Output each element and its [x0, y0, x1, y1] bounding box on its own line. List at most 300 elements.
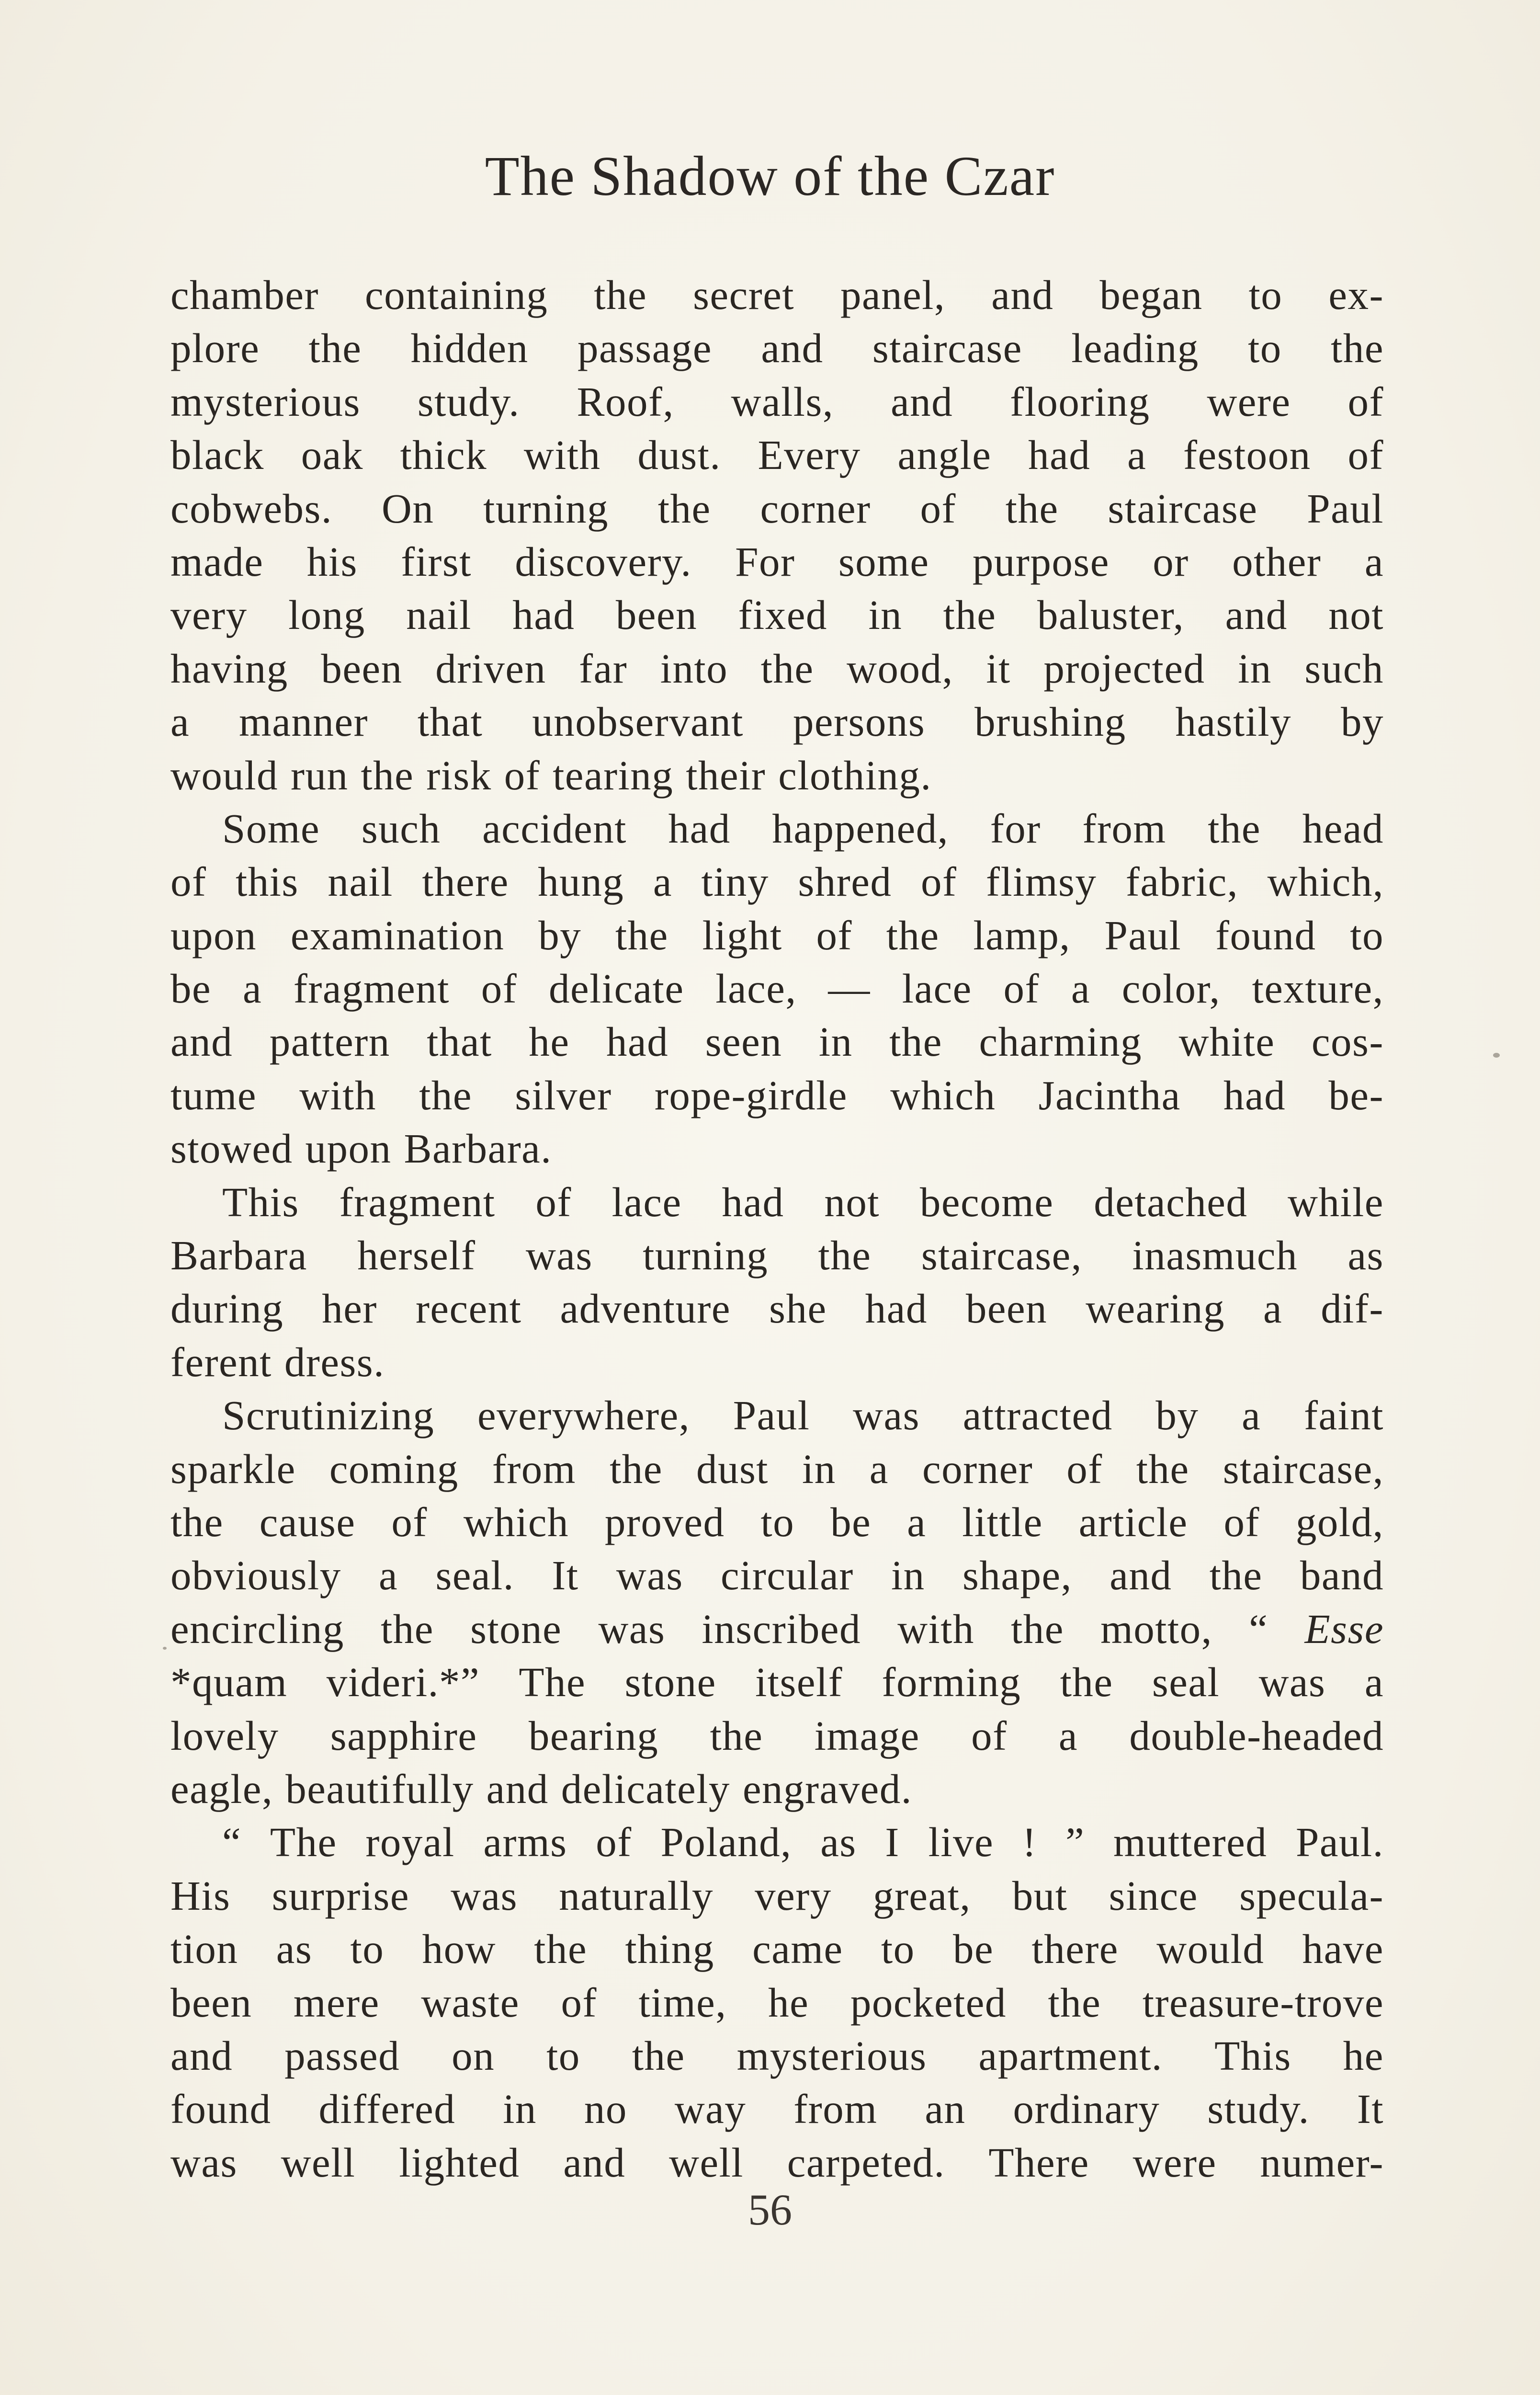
text-line: [170, 1495, 1384, 1549]
word: driven: [435, 645, 546, 692]
word: of: [391, 1498, 428, 1545]
word: circular: [721, 1552, 854, 1599]
word: which: [463, 1498, 569, 1545]
word: upon: [170, 912, 257, 958]
word: the: [1208, 805, 1261, 852]
word: and: [563, 2139, 626, 2186]
text-line: [170, 1762, 1384, 1815]
word: sapphire: [330, 1712, 477, 1759]
word: containing: [365, 272, 548, 318]
text-line: [170, 2082, 1384, 2135]
word: festoon: [1183, 432, 1311, 479]
word: gold,: [1295, 1498, 1384, 1545]
word: For: [735, 538, 795, 585]
word: be: [170, 965, 212, 1012]
word: rope-girdle: [654, 1072, 848, 1118]
text-line: [170, 802, 1384, 855]
word: been: [615, 592, 698, 639]
word: Barbara: [170, 1232, 307, 1279]
word: beautifully: [285, 1765, 474, 1812]
word: shape,: [962, 1552, 1072, 1599]
word: sparkle: [170, 1445, 296, 1492]
word: not: [1328, 592, 1384, 639]
word: run: [291, 752, 349, 798]
word: the: [632, 2032, 685, 2079]
word: there: [422, 858, 509, 905]
word: of: [596, 1819, 632, 1866]
word: there: [1031, 1926, 1119, 1973]
word: surprise: [272, 1872, 410, 1919]
word: in: [1238, 645, 1272, 692]
word: was: [598, 1605, 666, 1652]
word: Poland,: [660, 1819, 792, 1866]
word: become: [919, 1178, 1054, 1225]
word: since: [1109, 1872, 1198, 1919]
word: I: [885, 1819, 900, 1866]
body-text: [170, 268, 1384, 2189]
word: color,: [1121, 965, 1221, 1012]
word: of: [816, 912, 852, 958]
word: It: [1357, 2086, 1384, 2133]
word: have: [1302, 1926, 1384, 1973]
word: a: [1364, 538, 1384, 585]
word: into: [660, 645, 728, 692]
word: of: [170, 858, 207, 905]
word: by: [538, 912, 582, 958]
word: encircling: [170, 1605, 344, 1652]
word: seal.: [435, 1552, 515, 1599]
word: bearing: [528, 1712, 659, 1759]
word: on: [452, 2032, 495, 2079]
word: a: [170, 698, 190, 745]
text-line: [170, 1389, 1384, 1442]
word: nail: [328, 858, 393, 905]
word: band: [1300, 1552, 1384, 1599]
word: oak: [301, 432, 363, 479]
word: with: [523, 432, 601, 479]
word: mysterious: [736, 2032, 927, 2079]
word: the: [818, 1232, 872, 1279]
text-line: [170, 1815, 1384, 1869]
word: which,: [1267, 858, 1384, 905]
word: the: [419, 1072, 473, 1118]
word: to: [760, 1498, 795, 1545]
word: the: [594, 272, 647, 318]
word: lace: [902, 965, 972, 1012]
word: fragment: [293, 965, 450, 1012]
text-line: [170, 909, 1384, 962]
word: been: [321, 645, 403, 692]
word: thing: [625, 1926, 714, 1973]
word: time,: [638, 1979, 727, 2026]
word: adventure: [560, 1285, 731, 1332]
word: of: [1223, 1498, 1260, 1545]
word: of: [1066, 1445, 1103, 1492]
text-line: [170, 1335, 1384, 1389]
word: obviously: [170, 1552, 341, 1599]
text-line: [170, 1976, 1384, 2029]
word: apartment.: [978, 2032, 1163, 2079]
word: lace,: [715, 965, 797, 1012]
word: herself: [357, 1232, 476, 1279]
word: nail: [406, 592, 472, 639]
word: and: [1110, 1552, 1172, 1599]
running-head-title: The Shadow of the Czar: [485, 145, 1055, 207]
word: cobwebs.: [170, 485, 333, 532]
word: well: [281, 2139, 356, 2186]
word: wearing: [1086, 1285, 1225, 1332]
word: very: [170, 592, 248, 639]
word: and: [486, 1765, 549, 1812]
word: corner: [922, 1445, 1033, 1492]
word: purpose: [972, 538, 1110, 585]
word: of: [561, 1979, 598, 2026]
word: tion: [170, 1926, 238, 1973]
word: a: [1127, 432, 1147, 479]
word: leading: [1071, 325, 1199, 372]
word: seen: [705, 1018, 782, 1065]
word: The: [270, 1819, 337, 1866]
word: lighted: [399, 2139, 520, 2186]
word: mere: [293, 1979, 380, 2026]
word: in: [868, 592, 903, 639]
word: panel,: [840, 272, 946, 318]
word: far: [579, 645, 628, 692]
word: pattern: [269, 1018, 390, 1065]
text-line: [170, 268, 1384, 321]
word: were: [1132, 2139, 1217, 2186]
word: while: [1288, 1178, 1384, 1225]
word: which: [890, 1072, 996, 1118]
word: naturally: [559, 1872, 713, 1919]
word: fragment: [339, 1178, 496, 1225]
word: black: [170, 432, 264, 479]
word: not: [824, 1178, 880, 1225]
word: dust: [696, 1445, 769, 1492]
word: Paul: [1307, 485, 1384, 532]
word: proved: [604, 1498, 725, 1545]
word: other: [1232, 538, 1322, 585]
ink-speck: [163, 1647, 167, 1650]
text-line: [170, 428, 1384, 481]
word: *quam: [170, 1659, 288, 1706]
word: had: [606, 1018, 669, 1065]
word: Paul: [733, 1392, 810, 1439]
word: Barbara.: [404, 1125, 552, 1172]
word: been: [170, 1979, 252, 2026]
word: Jacintha: [1038, 1072, 1181, 1118]
word: double-headed: [1129, 1712, 1384, 1759]
word: risk: [426, 752, 492, 798]
word: in: [802, 1445, 836, 1492]
word: examination: [290, 912, 505, 958]
text-line: [170, 588, 1384, 641]
text-line: [170, 962, 1384, 1015]
text-line: [170, 695, 1384, 748]
word: There: [988, 2139, 1089, 2186]
word: dust.: [637, 432, 721, 479]
word: a: [1058, 1712, 1078, 1759]
word: an: [925, 2086, 966, 2133]
word: of: [971, 1712, 1008, 1759]
word: white: [1178, 1018, 1275, 1065]
word: a: [1071, 965, 1090, 1012]
word: having: [170, 645, 288, 692]
word: tearing: [553, 752, 674, 798]
word: little: [962, 1498, 1043, 1545]
word: coming: [329, 1445, 459, 1492]
page-number: 56: [748, 2185, 792, 2234]
text-line: [170, 1229, 1384, 1282]
word: found: [170, 2086, 272, 2133]
word: the: [308, 325, 362, 372]
word: be: [830, 1498, 872, 1545]
word: flimsy: [986, 858, 1097, 905]
word: found: [1215, 912, 1316, 958]
word: be: [953, 1926, 994, 1973]
word: angle: [897, 432, 992, 479]
word: to: [1248, 325, 1282, 372]
text-line: [170, 1869, 1384, 1922]
word: the: [1005, 485, 1059, 532]
word: persons: [793, 698, 926, 745]
word: corner: [760, 485, 871, 532]
word: the: [1331, 325, 1384, 372]
word: would: [170, 752, 278, 798]
word: eagle,: [170, 1765, 273, 1812]
word: and: [1225, 592, 1288, 639]
word: a: [869, 1445, 889, 1492]
word: the: [760, 645, 814, 692]
word: ”: [1065, 1819, 1085, 1866]
word: their: [686, 752, 766, 798]
word: treasure-trove: [1142, 1979, 1384, 2026]
text-line: [170, 1655, 1384, 1709]
word: was: [451, 1872, 518, 1919]
word: came: [752, 1926, 843, 1973]
word: cause: [259, 1498, 356, 1545]
word: flooring: [1010, 378, 1150, 425]
word: the: [657, 485, 711, 532]
word: Every: [758, 432, 861, 479]
word: been: [965, 1285, 1048, 1332]
word: was: [170, 2139, 238, 2186]
word: of: [1348, 378, 1384, 425]
word: or: [1153, 538, 1189, 585]
word: turning: [643, 1232, 769, 1279]
word: article: [1078, 1498, 1188, 1545]
word: in: [503, 2086, 537, 2133]
text-line: [170, 1709, 1384, 1762]
word: staircase: [872, 325, 1022, 372]
word: of: [1348, 432, 1384, 479]
word: a: [907, 1498, 927, 1545]
word: but: [1012, 1872, 1068, 1919]
word: that: [417, 698, 483, 745]
word: discovery.: [515, 538, 692, 585]
word: staircase,: [1223, 1445, 1384, 1492]
word: the: [889, 1018, 942, 1065]
word: everywhere,: [477, 1392, 690, 1439]
word: Esse: [1304, 1605, 1384, 1652]
word: differed: [318, 2086, 456, 2133]
word: were: [1207, 378, 1291, 425]
word: projected: [1043, 645, 1205, 692]
word: of: [535, 1178, 572, 1225]
word: and: [761, 325, 824, 372]
word: had: [865, 1285, 928, 1332]
word: had: [1223, 1072, 1286, 1118]
word: the: [1060, 1659, 1113, 1706]
word: made: [170, 538, 264, 585]
text-line: [170, 749, 1384, 802]
word: to: [1350, 912, 1384, 958]
word: the: [534, 1926, 588, 1973]
word: manner: [239, 698, 368, 745]
word: was: [853, 1392, 920, 1439]
word: was: [1258, 1659, 1326, 1706]
word: “: [1249, 1605, 1268, 1652]
word: faint: [1303, 1392, 1384, 1439]
word: inasmuch: [1132, 1232, 1298, 1279]
word: such: [1304, 645, 1384, 692]
word: her: [322, 1285, 377, 1332]
word: fixed: [738, 592, 827, 639]
word: was: [616, 1552, 683, 1599]
word: long: [288, 592, 365, 639]
text-line: [170, 1549, 1384, 1602]
text-line: [170, 1922, 1384, 1975]
word: he: [1343, 2032, 1384, 2079]
word: hidden: [410, 325, 529, 372]
word: the: [1209, 1552, 1263, 1599]
word: stowed: [170, 1125, 293, 1172]
word: image: [814, 1712, 920, 1759]
word: upon: [305, 1125, 392, 1172]
word: Roof,: [577, 378, 674, 425]
word: Some: [222, 805, 320, 852]
word: muttered: [1113, 1819, 1268, 1866]
word: his: [306, 538, 358, 585]
word: brushing: [974, 698, 1126, 745]
word: dif-: [1321, 1285, 1384, 1332]
text-line: [170, 482, 1384, 535]
word: hastily: [1175, 698, 1292, 745]
word: great,: [872, 1872, 971, 1919]
word: silver: [515, 1072, 612, 1118]
word: he: [529, 1018, 570, 1065]
word: to: [1248, 272, 1283, 318]
word: to: [546, 2032, 580, 2079]
word: be-: [1328, 1072, 1384, 1118]
word: was: [525, 1232, 593, 1279]
word: the: [886, 912, 940, 958]
word: had: [1028, 432, 1091, 479]
word: lace: [611, 1178, 682, 1225]
word: wood,: [847, 645, 953, 692]
word: The: [519, 1659, 586, 1706]
ink-speck: [1493, 1053, 1500, 1058]
word: fabric,: [1125, 858, 1239, 905]
word: thick: [400, 432, 487, 479]
text-line: [170, 321, 1384, 375]
word: how: [422, 1926, 496, 1973]
word: as: [820, 1819, 857, 1866]
word: unobservant: [532, 698, 744, 745]
word: as: [276, 1926, 313, 1973]
word: of: [920, 858, 957, 905]
word: way: [674, 2086, 747, 2133]
word: motto,: [1100, 1605, 1212, 1652]
word: to: [350, 1926, 385, 1973]
word: happened,: [772, 805, 949, 852]
word: secret: [693, 272, 794, 318]
word: lovely: [170, 1712, 279, 1759]
word: ordinary: [1013, 2086, 1160, 2133]
word: !: [1022, 1819, 1037, 1866]
word: the: [1136, 1445, 1189, 1492]
word: in: [891, 1552, 925, 1599]
word: passed: [284, 2032, 400, 2079]
word: first: [401, 538, 472, 585]
word: specula-: [1239, 1872, 1384, 1919]
word: no: [584, 2086, 627, 2133]
word: a: [1242, 1392, 1261, 1439]
word: study.: [417, 378, 520, 425]
word: staircase,: [921, 1232, 1083, 1279]
word: plore: [170, 325, 260, 372]
word: dress.: [284, 1338, 385, 1385]
text-line: [170, 1015, 1384, 1068]
word: delicate: [549, 965, 684, 1012]
word: ex-: [1328, 272, 1384, 318]
word: stone: [470, 1605, 562, 1652]
word: stone: [624, 1659, 716, 1706]
word: This: [1214, 2032, 1291, 2079]
word: of: [481, 965, 518, 1012]
word: Paul: [1104, 912, 1182, 958]
word: in: [818, 1018, 853, 1065]
word: seal: [1152, 1659, 1220, 1706]
word: shred: [798, 858, 892, 905]
word: cos-: [1311, 1018, 1384, 1065]
word: On: [382, 485, 434, 532]
word: it: [986, 645, 1011, 692]
word: began: [1099, 272, 1203, 318]
word: itself: [755, 1659, 843, 1706]
word: had: [668, 805, 731, 852]
word: a: [379, 1552, 398, 1599]
word: well: [669, 2139, 744, 2186]
word: His: [170, 1872, 231, 1919]
word: by: [1340, 698, 1384, 745]
word: the: [381, 1605, 434, 1652]
text-line: [170, 1602, 1384, 1655]
word: and: [170, 2032, 233, 2079]
word: inscribed: [702, 1605, 861, 1652]
word: for: [990, 805, 1041, 852]
word: “: [222, 1819, 242, 1866]
word: carpeted.: [787, 2139, 945, 2186]
word: chamber: [170, 272, 319, 318]
word: with: [897, 1605, 974, 1652]
word: waste: [421, 1979, 520, 2026]
word: by: [1155, 1392, 1199, 1439]
word: a: [1263, 1285, 1283, 1332]
word: Paul.: [1295, 1819, 1384, 1866]
word: the: [610, 1445, 663, 1492]
word: some: [838, 538, 929, 585]
